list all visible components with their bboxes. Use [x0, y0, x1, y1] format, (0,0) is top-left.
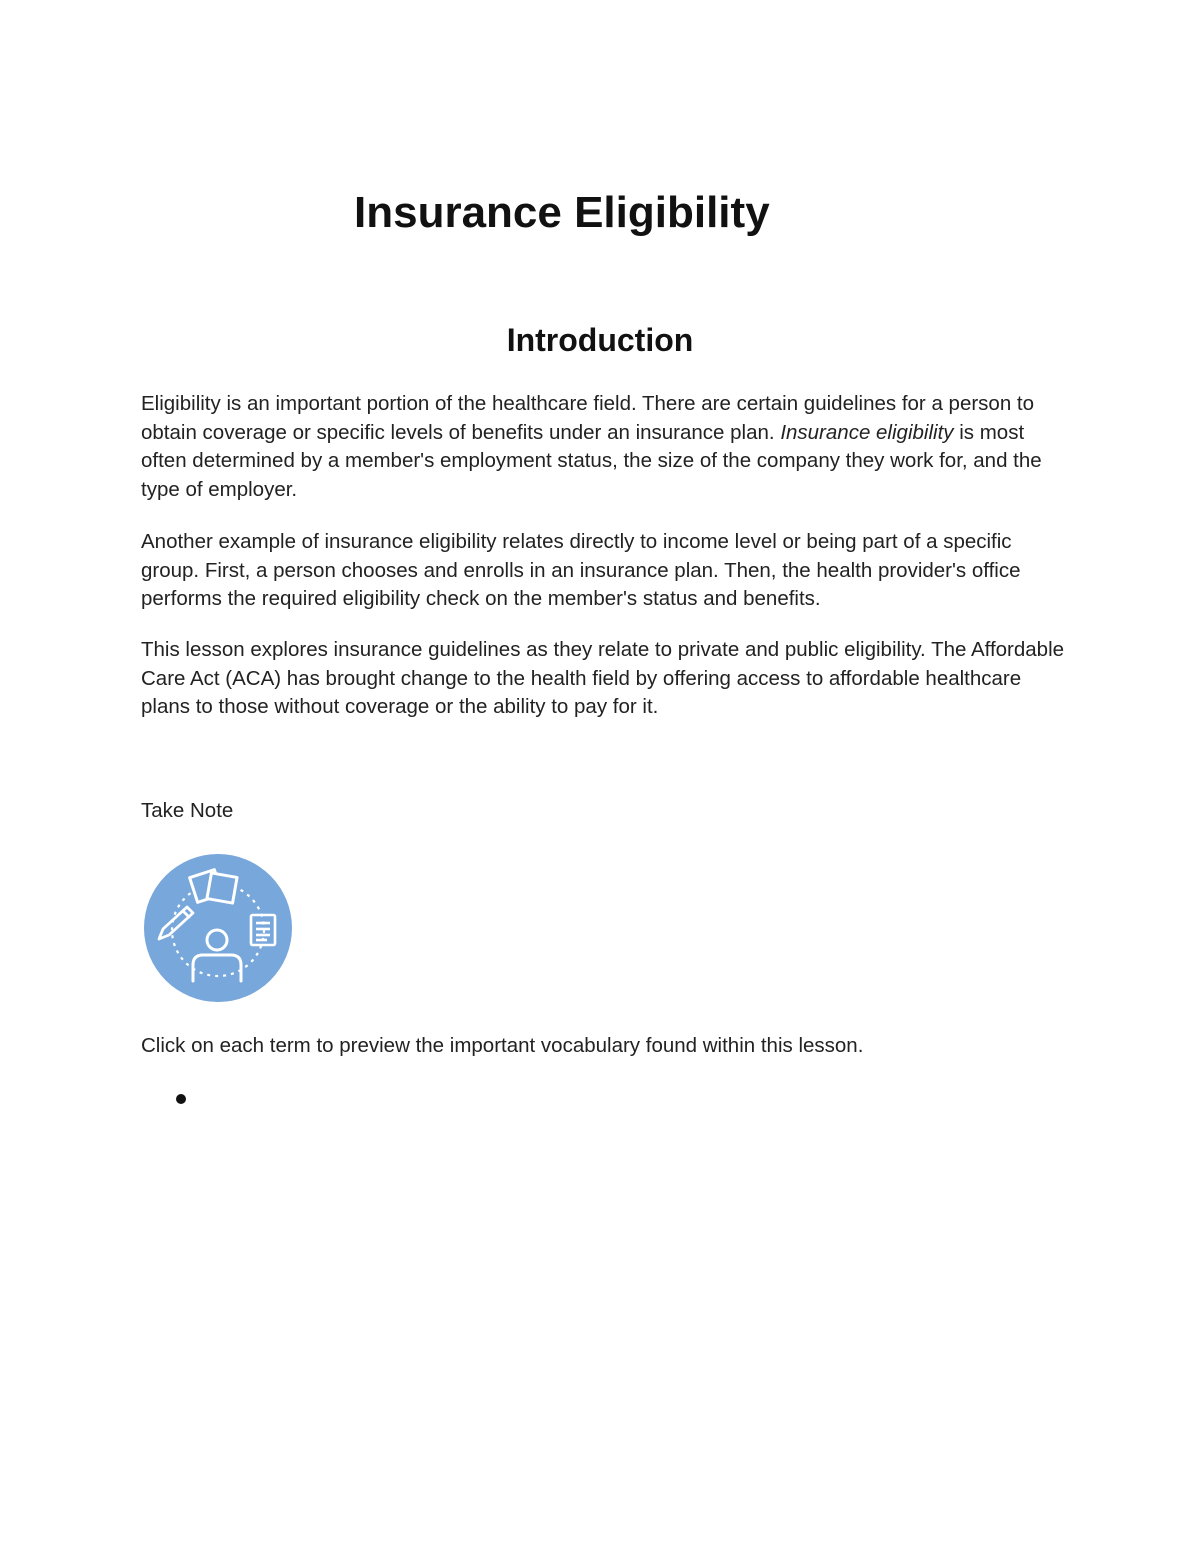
vocabulary-term-item[interactable] — [176, 1094, 186, 1104]
insurance-eligibility-term: Insurance eligibility — [780, 420, 954, 444]
take-note-label: Take Note — [141, 799, 234, 822]
intro-paragraph-3: This lesson explores insurance guidelines as they relate to private and public eligibility. The Affordable Care Act (ACA) has brought change to the health field by offering access to affordable healthcare plans to those without coverage or the ability to pay for it. — [141, 638, 1065, 719]
page-title: Insurance Eligibility — [354, 188, 770, 237]
bullet-icon — [176, 1094, 186, 1104]
section-heading: Introduction — [506, 322, 694, 358]
intro-paragraph-2: Another example of insurance eligibility relates directly to income level or being part of a specific group. First, a person chooses and enrolls in an insurance plan. Then, the health provider's office performs the required eligibility check on the member's status and benefits. — [141, 530, 1021, 611]
intro-paragraph-1 — [141, 390, 1071, 504]
paragraph-1-text-b: is most often determined by a member's employment status, the size of the company they work for, and the type of employer. — [141, 420, 1042, 501]
vocabulary-instruction: Click on each term to preview the important vocabulary found within this lesson. — [141, 1034, 864, 1057]
paragraph-1-text-a: Eligibility is an important portion of the healthcare field. There are certain guidelines for a person to obtain coverage or specific levels of benefits under an insurance plan. — [141, 392, 1035, 444]
take-note-icon — [143, 853, 293, 1003]
vocabulary-term-list — [176, 1094, 186, 1104]
